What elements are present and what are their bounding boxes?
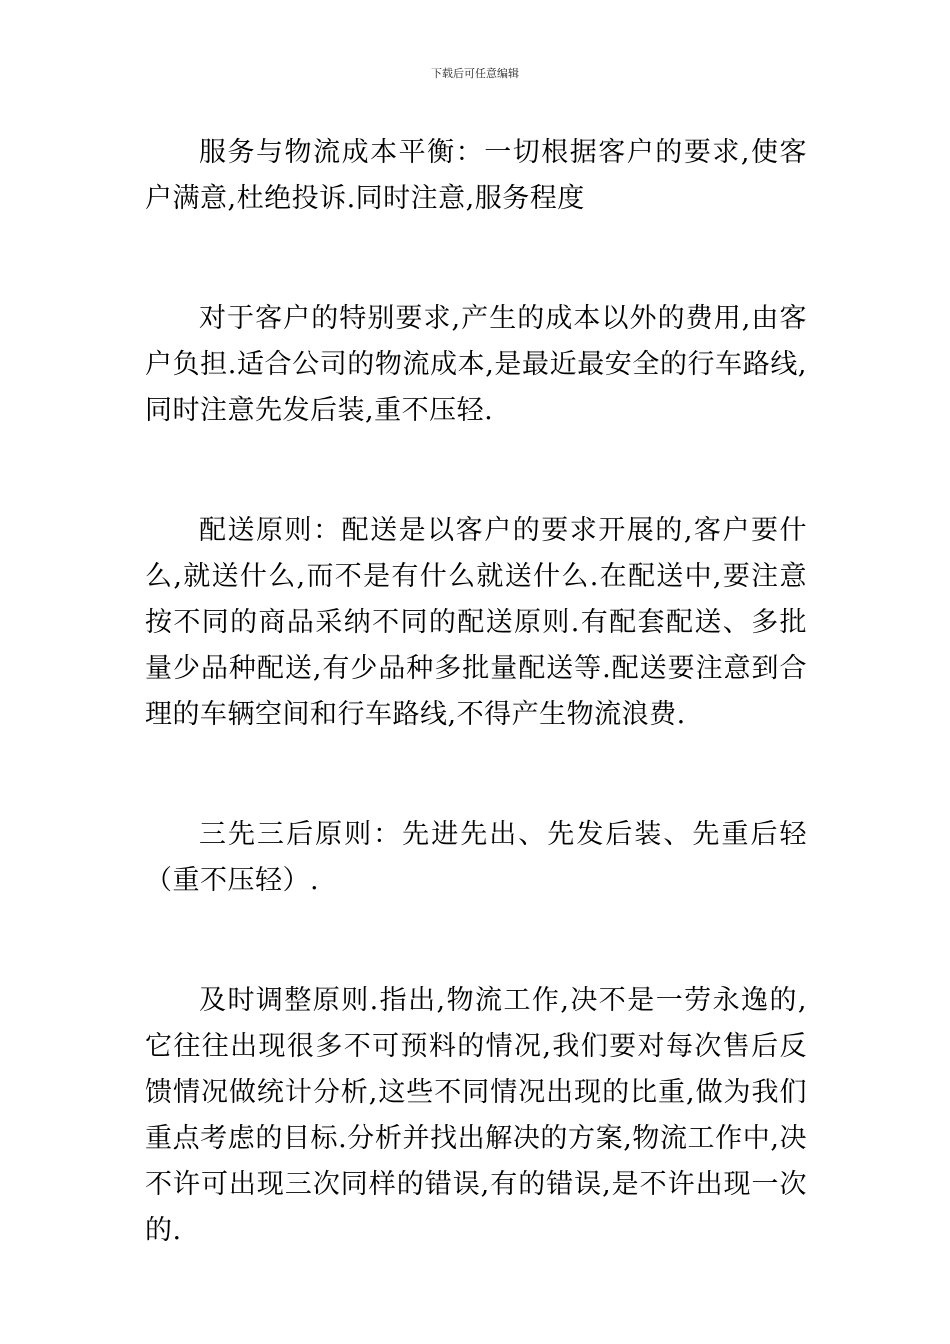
document-body <box>145 130 807 1254</box>
paragraph-timely-adjustment: 及时调整原则.指出,物流工作,决不是一劳永逸的,它往往出现很多不可预料的情况,我们要对每次售后反馈情况做统计分析,这些不同情况出现的比重,做为我们重点考虑的目标.分析并找出解决的方案,物流工作中,决不许可出现三次同样的错误,有的错误,是不许出现一次的. <box>145 985 807 1246</box>
paragraph-service-cost-balance: 服务与物流成本平衡：一切根据客户的要求,使客户满意,杜绝投诉.同时注意,服务程度 <box>145 137 807 214</box>
page-header: 下载后可任意编辑 <box>431 67 519 80</box>
paragraph-special-requirements: 对于客户的特别要求,产生的成本以外的费用,由客户负担.适合公司的物流成本,是最近最安全的行车路线,同时注意先发后装,重不压轻. <box>145 303 807 426</box>
paragraph-delivery-principle: 配送原则：配送是以客户的要求开展的,客户要什么,就送什么,而不是有什么就送什么.在配送中,要注意按不同的商品采纳不同的配送原则.有配套配送、多批量少品种配送,有少品种多批量配送等.配送要注意到合理的车辆空间和行车路线,不得产生物流浪费. <box>145 515 807 730</box>
paragraph-three-first-three-later: 三先三后原则：先进先出、先发后装、先重后轻（重不压轻）. <box>145 819 807 896</box>
